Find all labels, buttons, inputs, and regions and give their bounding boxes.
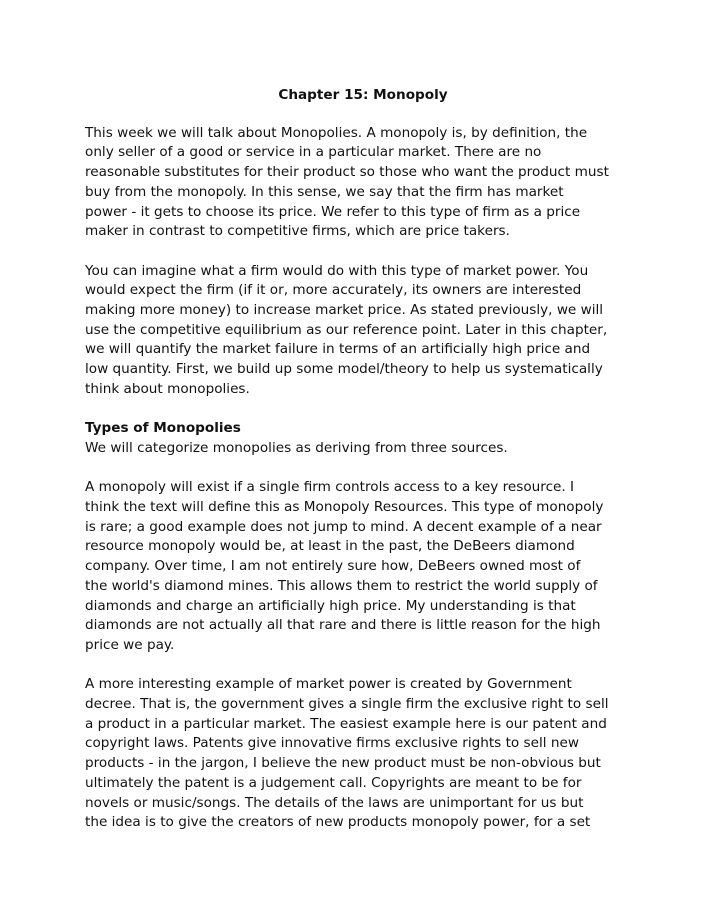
text-line: low quantity. First, we build up some model/theory to help us systematically <box>85 361 603 378</box>
text-line: company. Over time, I am not entirely sure how, DeBeers owned most of <box>85 558 581 575</box>
text-line: a product in a particular market. The easiest example here is our patent and <box>85 715 607 732</box>
document-body <box>85 124 641 833</box>
text-line: use the competitive equilibrium as our reference point. Later in this chapter, <box>85 321 608 338</box>
paragraph <box>85 262 641 400</box>
text-line: decree. That is, the government gives a single firm the exclusive right to sell <box>85 696 609 713</box>
text-line: buy from the monopoly. In this sense, we say that the firm has market <box>85 183 564 200</box>
text-line: You can imagine what a firm would do with this type of market power. You <box>85 262 589 279</box>
text-line: would expect the firm (if it or, more accurately, its owners are interested <box>85 282 582 299</box>
text-line: diamonds are not actually all that rare and there is little reason for the high <box>85 617 601 634</box>
paragraph <box>85 124 641 242</box>
text-line: ultimately the patent is a judgement call. Copyrights are meant to be for <box>85 774 582 791</box>
text-line: products - in the jargon, I believe the new product must be non-obvious but <box>85 755 601 772</box>
text-line: This week we will talk about Monopolies. A monopoly is, by definition, the <box>85 124 588 141</box>
text-line: only seller of a good or service in a particular market. There are no <box>85 144 542 161</box>
text-line: novels or music/songs. The details of the laws are unimportant for us but <box>85 794 584 811</box>
text-line: power - it gets to choose its price. We refer to this type of firm as a price <box>85 203 581 220</box>
paragraph <box>85 478 641 655</box>
text-line: the idea is to give the creators of new products monopoly power, for a set <box>85 814 591 831</box>
text-line: making more money) to increase market price. As stated previously, we will <box>85 302 604 319</box>
text-line: diamonds and charge an artificially high price. My understanding is that <box>85 597 576 614</box>
text-line: We will categorize monopolies as deriving from three sources. <box>85 439 508 456</box>
paragraph <box>85 675 641 833</box>
text-line: A monopoly will exist if a single firm controls access to a key resource. I <box>85 479 575 496</box>
section-heading: Types of Monopolies <box>85 420 241 437</box>
text-line: A more interesting example of market power is created by Government <box>85 676 572 693</box>
text-line: price we pay. <box>85 636 175 653</box>
text-line: is rare; a good example does not jump to mind. A decent example of a near <box>85 518 602 535</box>
document-page <box>85 86 641 853</box>
text-line: maker in contrast to competitive firms, which are price takers. <box>85 223 510 240</box>
text-line: reasonable substitutes for their product so those who want the product must <box>85 164 609 181</box>
text-line: think about monopolies. <box>85 380 250 397</box>
text-line: the world's diamond mines. This allows them to restrict the world supply of <box>85 577 598 594</box>
text-line: think the text will define this as Monopoly Resources. This type of monopoly <box>85 499 604 516</box>
text-line: resource monopoly would be, at least in the past, the DeBeers diamond <box>85 538 575 555</box>
chapter-title: Chapter 15: Monopoly <box>278 87 448 103</box>
text-line: copyright laws. Patents give innovative firms exclusive rights to sell new <box>85 735 579 752</box>
paragraph <box>85 419 641 458</box>
text-line: we will quantify the market failure in terms of an artificially high price and <box>85 341 591 358</box>
